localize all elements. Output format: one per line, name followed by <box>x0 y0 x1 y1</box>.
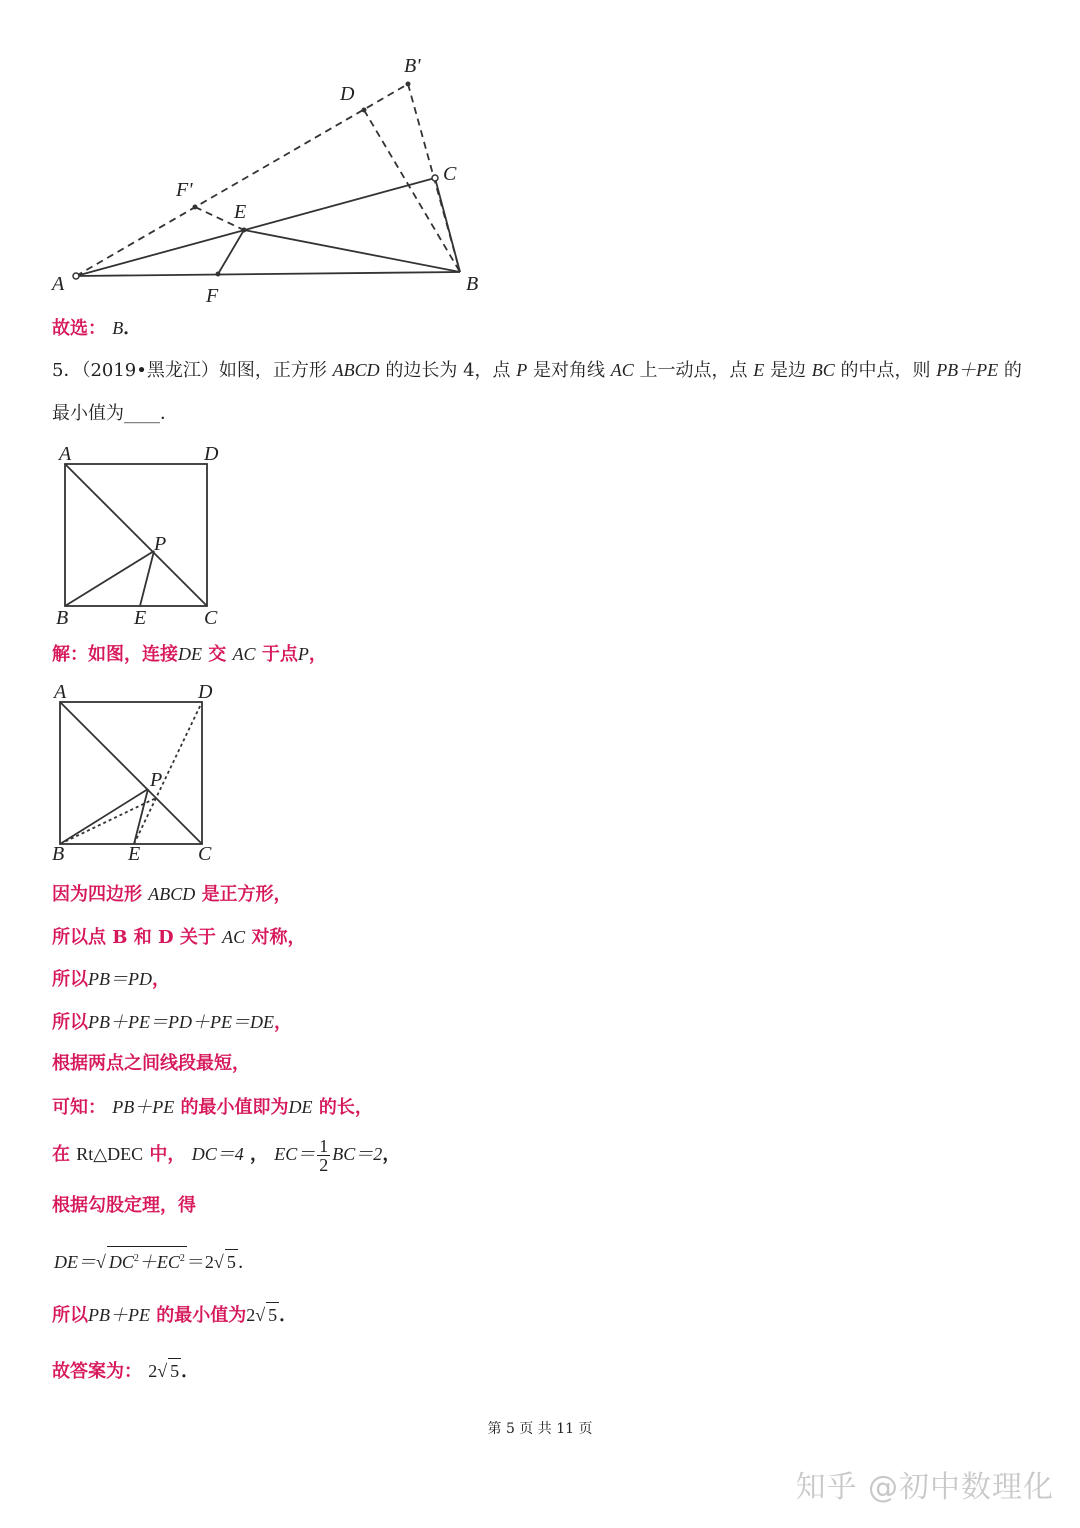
math: Rt△DEC <box>76 1144 144 1164</box>
label-a: A <box>52 273 65 295</box>
text: 因为四边形 <box>52 884 142 905</box>
step-8: 根据勾股定理，得 <box>52 1195 196 1216</box>
text: ． <box>181 1361 200 1382</box>
math: PB＋PE <box>936 360 999 380</box>
denominator: 2 <box>319 1154 329 1175</box>
figure-square-solution <box>44 678 224 868</box>
numerator: 1 <box>319 1135 329 1156</box>
text: 是边 <box>769 360 806 381</box>
text: 对称， <box>251 927 306 948</box>
math: PB＋PE <box>112 1097 175 1117</box>
text: 所以 <box>52 1012 88 1033</box>
text: 的边长为 4，点 <box>385 360 511 381</box>
math: EC＝ <box>274 1144 316 1164</box>
step-6 <box>52 1095 373 1120</box>
label-c: C <box>204 607 218 629</box>
text: 的最小值为 <box>156 1305 247 1326</box>
step-1 <box>52 882 292 907</box>
sup: 2 <box>133 1253 139 1264</box>
label-a: A <box>59 443 72 465</box>
fraction-one-half <box>317 1137 330 1174</box>
text: 可知： <box>52 1097 106 1118</box>
sqrt-body: 5 <box>225 1249 238 1274</box>
text: 在 <box>52 1144 70 1165</box>
step-3 <box>52 967 170 992</box>
text: ． <box>237 1252 256 1273</box>
figure-triangle-reflection <box>40 40 500 320</box>
text: 的中点，则 <box>840 360 931 381</box>
math: P <box>297 644 309 664</box>
text: 故答案为： <box>52 1361 142 1382</box>
math: AC <box>232 644 256 664</box>
label-b: B <box>466 273 479 295</box>
math: ＝2 <box>186 1252 214 1272</box>
label-c: C <box>443 163 457 185</box>
step-5: 根据两点之间线段最短， <box>52 1053 250 1074</box>
text: 是对角线 <box>533 360 606 381</box>
text: 解：如图，连接 <box>52 644 178 665</box>
text: 的 <box>1003 360 1022 381</box>
label-d: D <box>340 83 355 105</box>
problem-line-2: 最小值为____． <box>52 403 178 424</box>
step-11-answer <box>52 1358 199 1384</box>
math: DC <box>108 1252 134 1272</box>
text: 的最小值即为 <box>180 1097 289 1118</box>
verdict-label: 故选： <box>52 318 106 339</box>
sup: 2 <box>179 1253 185 1264</box>
label-p: P <box>150 769 163 791</box>
math: ＋EC <box>138 1252 180 1272</box>
step-9-formula <box>54 1246 256 1275</box>
math: E <box>753 360 765 380</box>
math: DC＝4 <box>191 1144 244 1164</box>
label-f: F <box>206 285 219 307</box>
sqrt-sign: √ <box>96 1252 106 1272</box>
step-7 <box>52 1134 400 1175</box>
label-b: B <box>52 843 65 865</box>
label-a: A <box>54 681 67 703</box>
text: 所以 <box>52 1305 88 1326</box>
math: PB＋PE <box>88 1305 150 1325</box>
sqrt-body <box>107 1246 187 1275</box>
text: 的长， <box>318 1097 373 1118</box>
text: 5．（2019•黑龙江）如图，正方形 <box>52 360 327 381</box>
label-e: E <box>234 201 247 223</box>
math: BC＝2 <box>332 1144 383 1164</box>
math: PB＋PE＝PD＋PE＝DE <box>88 1012 274 1032</box>
sqrt-sign: √ <box>213 1252 224 1272</box>
math: 2 <box>148 1361 158 1381</box>
math: DE <box>178 644 202 664</box>
math: PB＝PD <box>88 969 152 989</box>
step-4 <box>52 1010 292 1035</box>
text: 于点 <box>261 644 298 665</box>
math: AC <box>610 360 634 380</box>
math: 2 <box>246 1305 256 1325</box>
sqrt-sign: √ <box>255 1305 266 1325</box>
label-f-prime: F' <box>176 179 193 201</box>
math: DE＝ <box>54 1252 96 1272</box>
text: 上一动点，点 <box>639 360 748 381</box>
figure-square-problem <box>50 440 230 630</box>
text: ， <box>151 969 170 990</box>
verdict-line <box>52 316 141 341</box>
label-d: D <box>204 443 219 465</box>
label-p: P <box>154 533 167 555</box>
label-e: E <box>128 843 141 865</box>
text: ， <box>308 644 327 665</box>
solution-intro <box>52 642 327 667</box>
label-c: C <box>198 843 212 865</box>
text: ， <box>382 1144 401 1165</box>
verdict-end: ． <box>123 318 142 339</box>
label-b-prime: B' <box>404 55 421 77</box>
step-2 <box>52 925 305 950</box>
watermark: 知乎 @初中数理化 <box>795 1470 1054 1505</box>
text: 所以点 B 和 D 关于 <box>52 927 216 948</box>
math: DE <box>288 1097 313 1117</box>
text: ． <box>279 1305 298 1326</box>
label-e: E <box>134 607 147 629</box>
math: ABCD <box>148 884 196 904</box>
sqrt-body: 5 <box>168 1358 181 1383</box>
math: AC <box>222 927 246 947</box>
text: ， <box>250 1144 268 1165</box>
label-d: D <box>198 681 213 703</box>
sqrt-sign: √ <box>157 1361 168 1381</box>
text: ， <box>273 1012 292 1033</box>
verdict-value: B <box>112 318 124 338</box>
math: ABCD <box>332 360 380 380</box>
text: 交 <box>208 644 227 665</box>
math: P <box>516 360 528 380</box>
math: BC <box>811 360 835 380</box>
sqrt-body: 5 <box>266 1302 279 1327</box>
problem-line-1 <box>52 358 1022 383</box>
label-b: B <box>56 607 69 629</box>
text: 所以 <box>52 969 88 990</box>
text: 中， <box>149 1144 186 1165</box>
text: 是正方形， <box>201 884 292 905</box>
step-10 <box>52 1302 297 1328</box>
page-footer: 第 5 页 共 11 页 <box>487 1421 593 1437</box>
